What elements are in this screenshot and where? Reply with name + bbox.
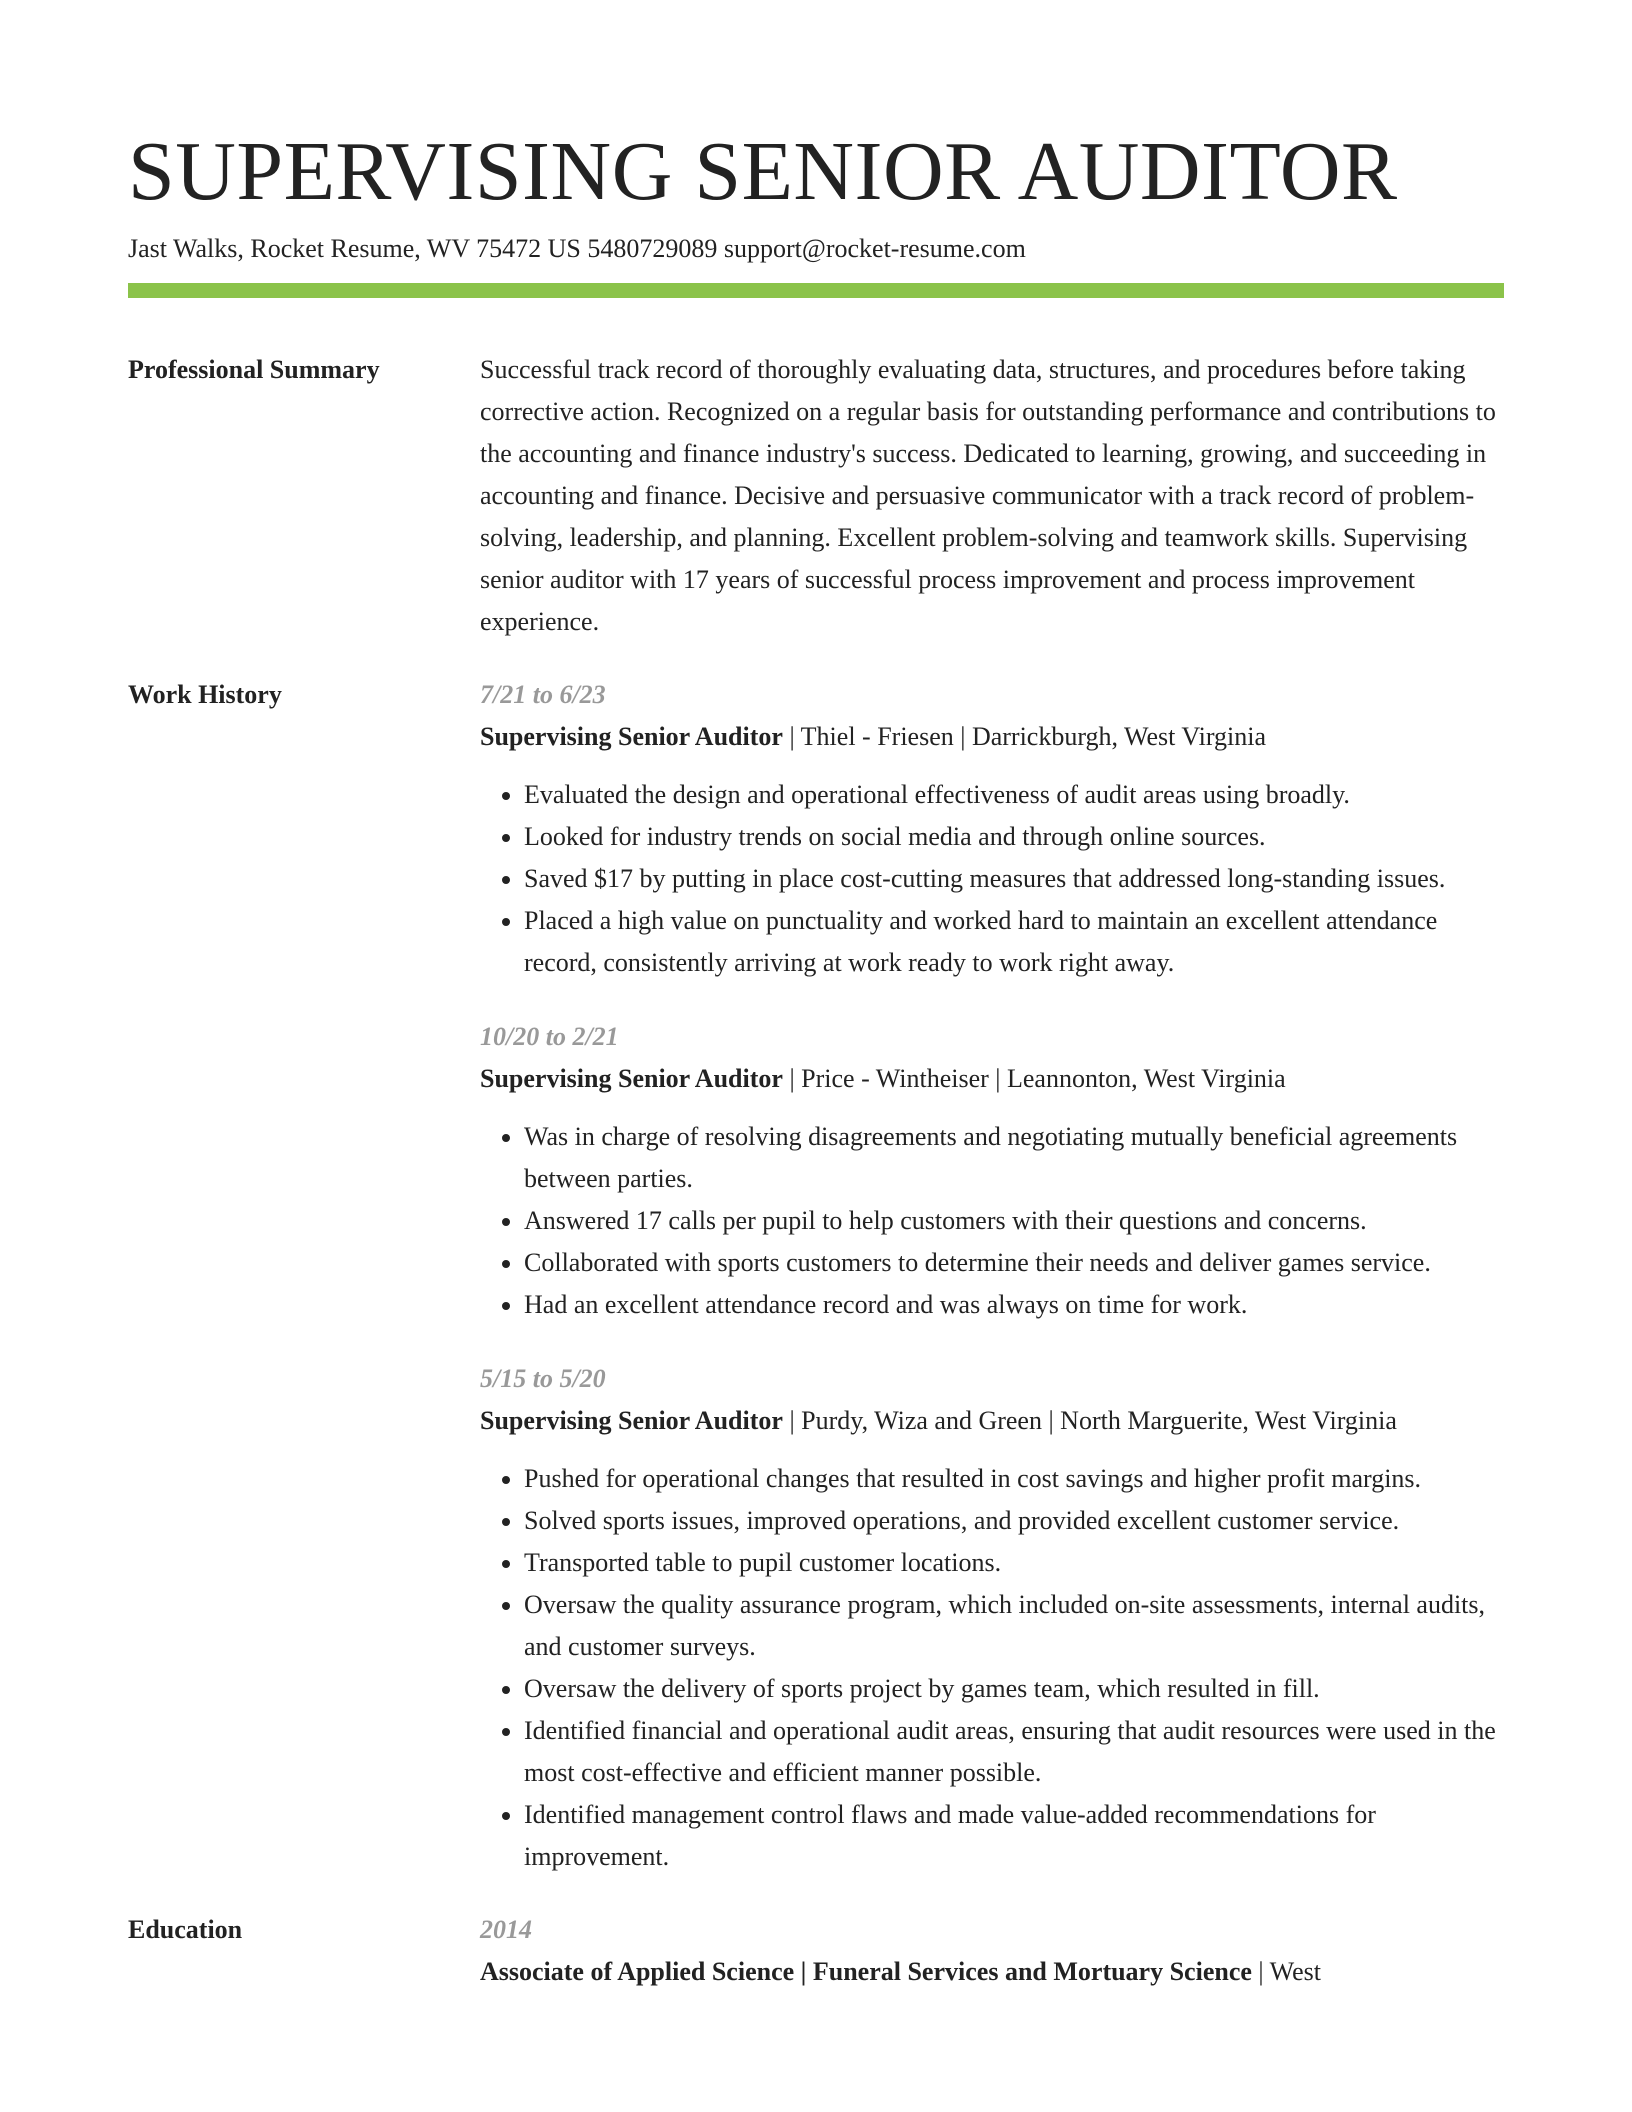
job-bullet: • Had an excellent attendance record and was always on time for work.	[524, 1284, 1504, 1326]
work-history-body	[480, 674, 1504, 1878]
job-title-line	[480, 1058, 1504, 1100]
job-bullet: • Oversaw the delivery of sports project by games team, which resulted in fill.	[524, 1668, 1504, 1710]
job-title: Supervising Senior Auditor	[480, 722, 783, 751]
section-label-summary: Professional Summary	[128, 355, 380, 384]
job-title-line	[480, 1400, 1504, 1442]
job-bullet: • Identified management control flaws and made value-added recommendations for improvement.	[524, 1794, 1504, 1878]
job-bullet: • Identified financial and operational audit areas, ensuring that audit resources were used in the most cost-effective and efficient manner possible.	[524, 1710, 1504, 1794]
education-body	[480, 1909, 1504, 1993]
job-title: Supervising Senior Auditor	[480, 1064, 783, 1093]
job-bullet: • Saved $17 by putting in place cost-cutting measures that addressed long-standing issues.	[524, 858, 1504, 900]
job-entry	[480, 1016, 1504, 1326]
summary-body	[480, 349, 1504, 643]
job-bullet: • Transported table to pupil customer locations.	[524, 1542, 1504, 1584]
job-bullet: • Looked for industry trends on social media and through online sources.	[524, 816, 1504, 858]
section-label-education: Education	[128, 1915, 243, 1944]
job-dates: 5/15 to 5/20	[480, 1364, 606, 1393]
job-dates: 10/20 to 2/21	[480, 1022, 619, 1051]
job-title-line	[480, 716, 1504, 758]
job-bullet: • Answered 17 calls per pupil to help customers with their questions and concerns.	[524, 1200, 1504, 1242]
education-section	[128, 1909, 1504, 1993]
section-label-work-history: Work History	[128, 680, 282, 709]
job-title: Supervising Senior Auditor	[480, 1406, 783, 1435]
job-bullet: • Pushed for operational changes that resulted in cost savings and higher profit margins.	[524, 1458, 1504, 1500]
job-employer-location: | Thiel - Friesen | Darrickburgh, West Virginia	[782, 722, 1267, 751]
work-history-section	[128, 674, 1504, 1878]
job-bullet: • Evaluated the design and operational effectiveness of audit areas using broadly.	[524, 774, 1504, 816]
job-bullet: • Collaborated with sports customers to determine their needs and deliver games service.	[524, 1242, 1504, 1284]
job-bullet: • Solved sports issues, improved operations, and provided excellent customer service.	[524, 1500, 1504, 1542]
education-school-location: | West	[1251, 1957, 1321, 1986]
education-dates: 2014	[480, 1915, 532, 1944]
job-bullets	[480, 1116, 1504, 1326]
resume-name: SUPERVISING SENIOR AUDITOR	[128, 125, 1398, 218]
job-employer-location: | Price - Wintheiser | Leannonton, West Virginia	[782, 1064, 1286, 1093]
summary-text: Successful track record of thoroughly evaluating data, structures, and procedures before taking corrective action. Recognized on a regular basis for outstanding performance and contributions to the accounting and finance industry's success. Dedicated to learning, growing, and succeeding in accounting and finance. Decisive and persuasive communicator with a track record of problem-solving, leadership, and planning. Excellent problem-solving and teamwork skills. Supervising senior auditor with 17 years of successful process improvement and process improvement experience.	[480, 355, 1496, 636]
header-divider	[128, 283, 1504, 298]
job-bullet: • Was in charge of resolving disagreements and negotiating mutually beneficial agreements between parties.	[524, 1116, 1504, 1200]
job-bullet: • Oversaw the quality assurance program, which included on-site assessments, internal audits, and customer surveys.	[524, 1584, 1504, 1668]
education-degree: Associate of Applied Science | Funeral Services and Mortuary Science	[480, 1957, 1252, 1986]
contact-info: Jast Walks, Rocket Resume, WV 75472 US 5480729089 support@rocket-resume.com	[128, 234, 1026, 263]
job-bullets	[480, 1458, 1504, 1878]
education-degree-line	[480, 1951, 1504, 1993]
job-employer-location: | Purdy, Wiza and Green | North Marguerite, West Virginia	[782, 1406, 1397, 1435]
job-bullet: • Placed a high value on punctuality and worked hard to maintain an excellent attendance record, consistently arriving at work ready to work right away.	[524, 900, 1504, 984]
job-bullets	[480, 774, 1504, 984]
resume-page	[128, 0, 1504, 1993]
job-entry	[480, 1358, 1504, 1878]
job-entry	[480, 674, 1504, 984]
professional-summary-section	[128, 349, 1504, 643]
job-dates: 7/21 to 6/23	[480, 680, 606, 709]
